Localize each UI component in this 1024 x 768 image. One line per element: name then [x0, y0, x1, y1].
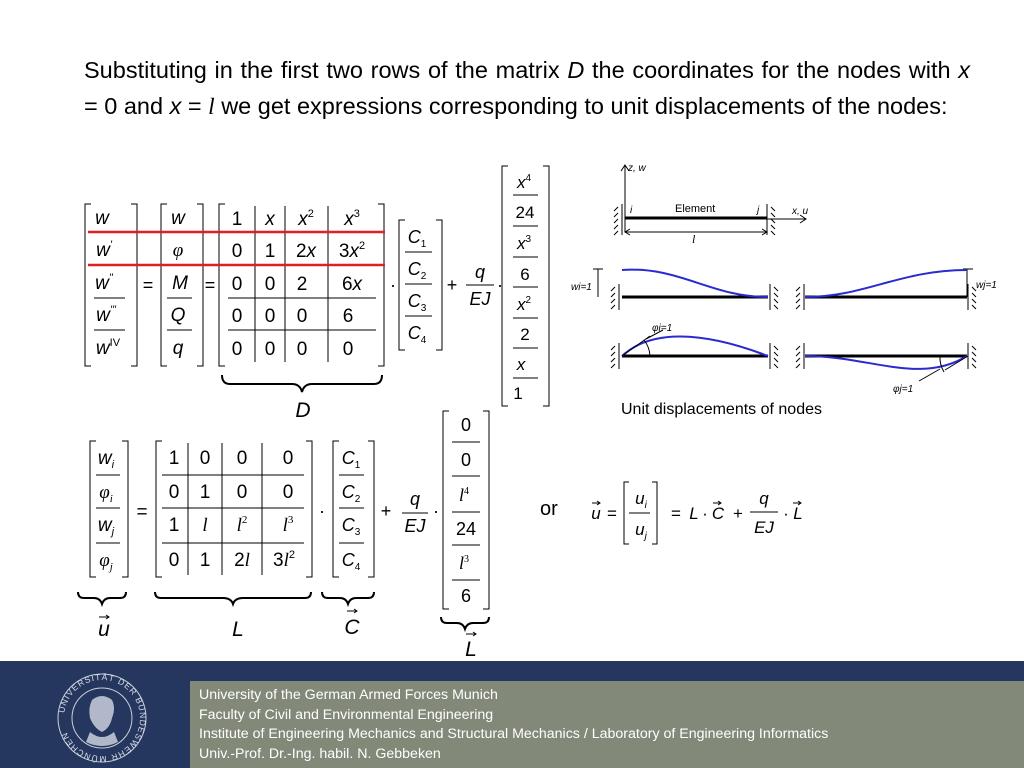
eq3-Lvec: L: [793, 504, 803, 523]
l-cell: 1: [199, 482, 211, 503]
footer-institute: Institute of Engineering Mechanics and Structural Mechanics / Laboratory of Engineering Informatics: [199, 726, 829, 742]
c-cell: $C_4$: [407, 323, 427, 346]
lhs-w1: w': [96, 239, 112, 261]
c-cell: $C_3$: [407, 291, 427, 314]
rhs-cell: x: [516, 355, 526, 374]
var-x-2: x: [169, 93, 182, 119]
beam-figure: [571, 163, 997, 395]
eq3-ui: $u_i$: [635, 489, 647, 511]
rhs-cell: 1: [513, 384, 523, 403]
eq3-plus: +: [733, 504, 743, 523]
eq3-uj: $u_j$: [635, 520, 647, 542]
d-cell: 0: [296, 339, 308, 360]
l-cell: 1: [168, 515, 180, 536]
label-C: C: [344, 616, 360, 639]
d-cell: 2: [296, 274, 308, 295]
lhs2-cell: $\varphi_i$: [99, 482, 113, 505]
lhs-w2: w": [95, 272, 113, 294]
lhs2-cell: $w_i$: [97, 448, 115, 471]
l-cell: 1: [199, 550, 211, 571]
equals-1: =: [142, 275, 154, 295]
dot-4: ·: [433, 501, 439, 521]
phij-label: φj=1: [893, 384, 914, 395]
label-L: L: [232, 618, 244, 641]
plus-2: +: [380, 501, 392, 521]
q-numerator: q: [474, 262, 486, 282]
length-label: l: [692, 232, 696, 246]
c2-cell: $C_2$: [341, 482, 361, 505]
equals-3: =: [136, 502, 148, 523]
dot-1: ·: [390, 275, 396, 295]
d-cell: 0: [264, 339, 276, 360]
d-cell: 0: [231, 306, 243, 327]
intro-text-5: we get expressions corresponding to unit displacements of the nodes:: [214, 93, 948, 119]
logo-text: UNIVERSITÄT DER BUNDESWEHR MÜNCHEN: [56, 671, 149, 765]
d-cell: 0: [264, 274, 276, 295]
rhs-cell: 24: [515, 203, 535, 222]
eq3-equals-2: =: [671, 504, 681, 523]
brace-label-D: D: [295, 399, 311, 422]
l-cell: 2l: [234, 550, 250, 571]
eq3-u: u: [591, 504, 601, 523]
l-cell: $3l^2$: [273, 549, 295, 571]
eq3-C: C: [711, 504, 725, 523]
dot-3: ·: [319, 501, 325, 521]
axis-z-label: z, w: [628, 163, 646, 174]
rhs2-cell: $l^4$: [458, 485, 470, 505]
l-cell: $l^2$: [236, 514, 248, 536]
deflection-curves: [622, 270, 967, 369]
mid-q: q: [172, 338, 184, 359]
var-x: x: [958, 57, 970, 83]
eq3-L: L: [689, 504, 699, 523]
intro-text-2: the coordinates for the nodes with: [584, 57, 959, 83]
or-text: or: [540, 498, 558, 520]
rhs2-cell: 24: [455, 519, 477, 539]
eq3-EJ: EJ: [754, 518, 774, 537]
d-cell: 0: [264, 306, 276, 327]
hatch-supports: [611, 207, 976, 368]
d-cell: 0: [231, 339, 243, 360]
lhs2-cell: $\varphi_j$: [99, 550, 113, 573]
d-cell: $x^3$: [344, 208, 360, 230]
d-cell: $x^2$: [298, 208, 314, 230]
matrix-symbol: D: [567, 57, 585, 83]
l-cell: 0: [282, 448, 294, 469]
c-cell: $C_2$: [407, 259, 427, 282]
d-cell: 1: [264, 241, 276, 262]
c2-cell: $C_3$: [341, 515, 361, 538]
d-cell: x: [265, 209, 275, 230]
mid-Q: Q: [170, 305, 186, 326]
l-cell: 0: [199, 448, 211, 469]
var-l: l: [208, 94, 215, 120]
intro-text-1: Substituting in the first two rows of the matrix: [84, 57, 568, 83]
d-cell: 2x: [295, 241, 317, 262]
footer-university: University of the German Armed Forces Munich: [199, 687, 498, 703]
q-numerator-2: q: [409, 489, 421, 509]
rhs2-cell: 0: [460, 450, 472, 470]
mid-M: M: [172, 273, 188, 294]
d-cell: 6x: [341, 274, 363, 295]
university-logo: [52, 670, 152, 766]
rhs-cell: 6: [520, 265, 530, 284]
wi-label: wi=1: [571, 282, 592, 293]
l-cell: 0: [282, 482, 294, 503]
wj-label: wj=1: [976, 280, 997, 291]
d-cell: 0: [231, 241, 243, 262]
d-cell: $3x^2$: [338, 240, 366, 262]
rhs-cell: 2: [520, 325, 530, 344]
mid-w: w: [171, 208, 185, 229]
d-cell: 0: [342, 339, 354, 360]
equals-2: =: [204, 275, 216, 295]
lhs-w: w: [95, 208, 109, 229]
footer-faculty: Faculty of Civil and Environmental Engineering: [199, 706, 494, 723]
axis-x-label: x, u: [792, 206, 809, 217]
dot-2: ·: [497, 275, 503, 295]
l-cell: 0: [236, 482, 248, 503]
d-cell: 6: [342, 306, 354, 327]
l-cell: 0: [168, 550, 180, 571]
rhs-cell: $x^2$: [516, 295, 532, 314]
l-cell: $l^3$: [282, 514, 294, 536]
lhs-w4: $w^{IV}$: [95, 337, 121, 359]
eq3-dot: ·: [702, 504, 708, 523]
d-cell: 0: [231, 274, 243, 295]
eq3-q: q: [759, 489, 769, 508]
footer-professor: Univ.-Prof. Dr.-Ing. habil. N. Gebbeken: [199, 745, 441, 762]
label-u: u: [98, 618, 110, 641]
rhs2-cell: 0: [460, 415, 472, 435]
ej-denominator: EJ: [469, 289, 491, 309]
node-i-label: i: [630, 205, 633, 216]
rhs-cell: $x^3$: [516, 234, 532, 253]
label-Lvec: L: [465, 638, 477, 660]
c2-cell: $C_1$: [341, 448, 361, 471]
figure-caption: Unit displacements of nodes: [621, 401, 822, 418]
l-cell: 1: [168, 448, 180, 469]
intro-text-3: = 0 and: [84, 93, 170, 119]
l-cell: 0: [236, 448, 248, 469]
l-cell: l: [202, 515, 208, 536]
phii-label: φi=1: [652, 323, 673, 334]
d-cell: 0: [296, 306, 308, 327]
l-cell: 0: [168, 482, 180, 503]
footer-text: [199, 686, 828, 764]
rhs-cell: $x^4$: [516, 173, 532, 192]
c-cell: $C_1$: [407, 227, 427, 250]
node-j-label: j: [757, 205, 760, 216]
intro-text-4: =: [181, 93, 209, 119]
ej-denominator-2: EJ: [404, 516, 426, 536]
plus-1: +: [446, 275, 458, 295]
element-label: Element: [675, 203, 716, 215]
eq3-dot-2: ·: [783, 504, 789, 523]
c2-cell: $C_4$: [341, 550, 361, 573]
rhs2-cell: $l^3$: [458, 553, 470, 573]
d-cell: 1: [231, 209, 243, 230]
lhs-w3: w'": [96, 304, 116, 326]
eq3-equals: =: [607, 504, 617, 523]
lhs2-cell: $w_j$: [97, 515, 115, 538]
rhs2-cell: 6: [460, 586, 472, 606]
mid-phi: φ: [172, 240, 184, 261]
